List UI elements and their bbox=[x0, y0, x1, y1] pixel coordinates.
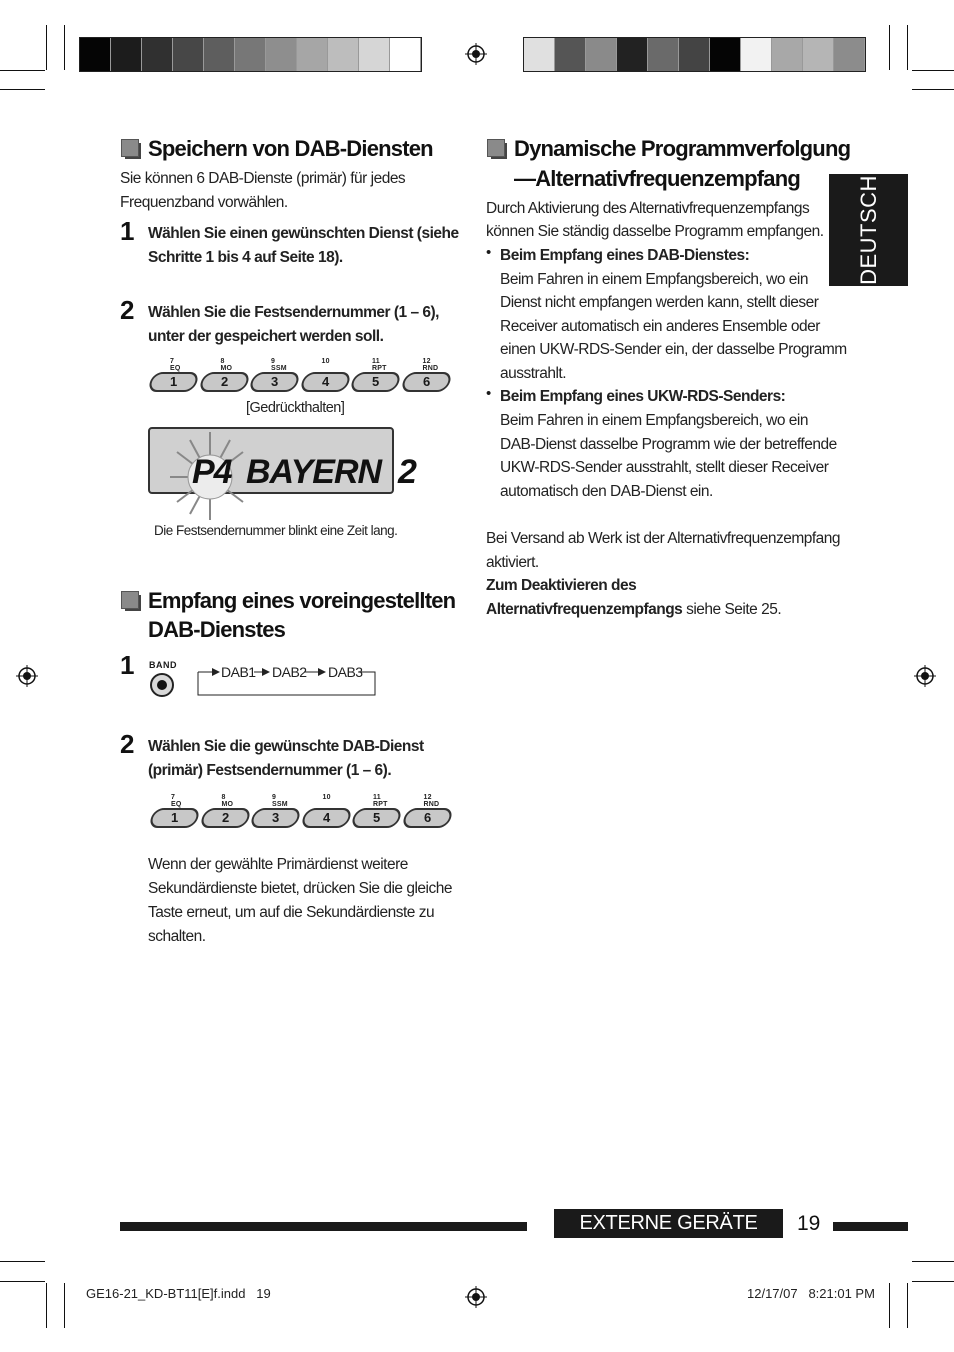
bullet: • bbox=[486, 244, 492, 261]
crop-mark bbox=[912, 1261, 954, 1262]
step-number: 2 bbox=[120, 729, 135, 759]
note-line: Taste erneut, um auf die Sekundärdienste zu bbox=[148, 904, 435, 921]
preset-secondary-label: 8 MO bbox=[221, 794, 234, 808]
step-text: Wählen Sie die gewünschte DAB-Dienst bbox=[148, 738, 424, 755]
display-station-name: BAYERN 2 bbox=[246, 453, 416, 491]
step-text: Wählen Sie einen gewünschten Dienst (siehe bbox=[148, 225, 459, 242]
preset-secondary-label: 12 RND bbox=[423, 794, 440, 808]
preset-secondary-label: 10 bbox=[322, 794, 331, 801]
color-bar-left bbox=[79, 37, 422, 72]
step-text: (primär) Festsendernummer (1 – 6). bbox=[148, 762, 392, 779]
bullet-title: Beim Empfang eines DAB-Dienstes: bbox=[500, 247, 750, 264]
section-square-icon bbox=[121, 139, 139, 157]
print-timestamp: 12/17/07 8:21:01 PM bbox=[747, 1286, 875, 1301]
factory-note: Bei Versand ab Werk ist der Alternativfrequenzempfang bbox=[486, 530, 841, 547]
preset-button-1[interactable] bbox=[148, 808, 201, 828]
band-button-label: BAND bbox=[149, 660, 177, 670]
preset-secondary-label: 11 RPT bbox=[373, 794, 388, 808]
crop-mark bbox=[912, 89, 954, 90]
preset-button-number: 2 bbox=[221, 810, 229, 825]
color-swatch bbox=[204, 38, 235, 71]
preset-button-5[interactable] bbox=[350, 808, 403, 828]
bullet-line: DAB-Dienst dasselbe Programm wie der betreffende bbox=[500, 436, 837, 453]
preset-button-5[interactable] bbox=[349, 372, 402, 392]
crop-mark bbox=[889, 25, 890, 70]
note-line: Sekundärdienste bietet, drücken Sie die gleiche bbox=[148, 880, 452, 897]
footer-section-label: EXTERNE GERÄTE bbox=[579, 1212, 758, 1234]
bullet-line: automatisch den DAB-Dienst ein. bbox=[500, 483, 713, 500]
color-swatch bbox=[772, 38, 803, 71]
section-square-icon bbox=[121, 591, 139, 609]
color-swatch bbox=[359, 38, 390, 71]
registration-mark-icon bbox=[16, 665, 38, 687]
color-swatch bbox=[142, 38, 173, 71]
section-heading-af: —Alternativfrequenzempfang bbox=[514, 166, 801, 191]
registration-mark-icon bbox=[465, 1286, 487, 1308]
step-text: Wählen Sie die Festsendernummer (1 – 6), bbox=[148, 304, 439, 321]
crop-mark bbox=[64, 25, 65, 70]
language-tab-label: DEUTSCH bbox=[855, 175, 881, 285]
preset-button-2[interactable] bbox=[197, 372, 250, 392]
preset-button-1[interactable] bbox=[147, 372, 200, 392]
preset-secondary-label: 10 bbox=[321, 358, 330, 365]
preset-button-number: 5 bbox=[372, 810, 381, 825]
bullet: • bbox=[486, 385, 492, 402]
footer-rule-left bbox=[120, 1222, 527, 1231]
color-swatch bbox=[648, 38, 679, 71]
preset-button-number: 5 bbox=[371, 374, 380, 389]
crop-mark bbox=[0, 1261, 45, 1262]
deactivate-rest: siehe Seite 25. bbox=[682, 601, 782, 618]
preset-button-number: 1 bbox=[170, 810, 179, 825]
preset-secondary-label: 11 RPT bbox=[372, 358, 387, 372]
file-info: GE16-21_KD-BT11[E]f.indd 19 bbox=[86, 1286, 271, 1301]
preset-button-3[interactable] bbox=[248, 372, 301, 392]
preset-secondary-label: 9 SSM bbox=[271, 358, 287, 372]
color-swatch bbox=[834, 38, 865, 71]
bullet-line: UKW-RDS-Sender ausstrahlt, stellt dieser Receiver bbox=[500, 459, 829, 476]
preset-button-number: 2 bbox=[220, 374, 228, 389]
color-swatch bbox=[741, 38, 772, 71]
preset-secondary-label: 9 SSM bbox=[272, 794, 288, 808]
band-button[interactable] bbox=[150, 673, 174, 697]
page-number: 19 bbox=[797, 1212, 821, 1235]
color-swatch bbox=[390, 38, 421, 71]
color-swatch bbox=[173, 38, 204, 71]
preset-secondary-label: 7 EQ bbox=[171, 794, 182, 808]
crop-mark bbox=[64, 1283, 65, 1328]
color-bar-right bbox=[523, 37, 866, 72]
bullet-line: Beim Fahren in einem Empfangsbereich, wo ein bbox=[500, 271, 808, 288]
intro-line: Frequenzband vorwählen. bbox=[120, 194, 288, 211]
preset-button-4[interactable] bbox=[298, 372, 351, 392]
section-heading-receive: Empfang eines voreingestellten bbox=[148, 588, 456, 613]
step-number: 1 bbox=[120, 650, 135, 680]
preset-button-4[interactable] bbox=[299, 808, 352, 828]
color-swatch bbox=[555, 38, 586, 71]
display-preset: P4 bbox=[192, 453, 232, 491]
color-swatch bbox=[524, 38, 555, 71]
bullet-line: Dienst nicht empfangen werden kann, stellt dieser bbox=[500, 294, 819, 311]
preset-secondary-label: 8 MO bbox=[220, 358, 233, 372]
crop-mark bbox=[0, 89, 45, 90]
section-heading-af: Dynamische Programmverfolgung bbox=[514, 136, 851, 161]
color-swatch bbox=[617, 38, 648, 71]
bullet-line: Beim Fahren in einem Empfangsbereich, wo ein bbox=[500, 412, 808, 429]
intro-line: Durch Aktivierung des Alternativfrequenzempfangs bbox=[486, 200, 810, 217]
color-swatch bbox=[235, 38, 266, 71]
intro-line: können Sie ständig dasselbe Programm empfangen. bbox=[486, 223, 824, 240]
preset-secondary-label: 7 EQ bbox=[170, 358, 181, 372]
section-square-icon bbox=[487, 139, 505, 157]
band-cycle-item: DAB1 bbox=[221, 664, 256, 680]
band-cycle-item: DAB3 bbox=[328, 664, 363, 680]
note-line: schalten. bbox=[148, 928, 206, 945]
section-heading-store: Speichern von DAB-Diensten bbox=[148, 136, 433, 161]
bullet-line: einen UKW-RDS-Sender ein, der dasselbe Programm bbox=[500, 341, 847, 358]
crop-mark bbox=[889, 1283, 890, 1328]
preset-button-number: 4 bbox=[322, 810, 330, 825]
preset-button-2[interactable] bbox=[198, 808, 251, 828]
step-text: Schritte 1 bis 4 auf Seite 18). bbox=[148, 249, 343, 266]
bullet-line: Receiver automatisch ein anderes Ensemble oder bbox=[500, 318, 820, 335]
section-heading-receive: DAB-Dienstes bbox=[148, 617, 286, 642]
preset-button-number: 6 bbox=[423, 810, 431, 825]
crop-mark bbox=[907, 1283, 908, 1328]
preset-button-number: 3 bbox=[270, 374, 279, 389]
hold-caption: [Gedrückthalten] bbox=[246, 400, 345, 416]
color-swatch bbox=[803, 38, 834, 71]
color-swatch bbox=[679, 38, 710, 71]
language-tab bbox=[829, 174, 908, 286]
registration-mark-icon bbox=[465, 43, 487, 65]
preset-button-number: 4 bbox=[321, 374, 329, 389]
crop-mark bbox=[46, 25, 47, 70]
step-number: 2 bbox=[120, 295, 135, 325]
preset-button-6[interactable] bbox=[399, 372, 452, 392]
crop-mark bbox=[46, 1283, 47, 1328]
color-swatch bbox=[80, 38, 111, 71]
registration-mark-icon bbox=[914, 665, 936, 687]
color-swatch bbox=[586, 38, 617, 71]
preset-button-6[interactable] bbox=[400, 808, 453, 828]
intro-line: Sie können 6 DAB-Dienste (primär) für jedes bbox=[120, 170, 406, 187]
footer-rule-right bbox=[833, 1222, 908, 1231]
crop-mark bbox=[912, 1281, 954, 1282]
preset-button-3[interactable] bbox=[249, 808, 302, 828]
preset-button-number: 1 bbox=[169, 374, 178, 389]
color-swatch bbox=[297, 38, 328, 71]
crop-mark bbox=[907, 25, 908, 70]
bullet-title: Beim Empfang eines UKW-RDS-Senders: bbox=[500, 388, 786, 405]
note-line: Wenn der gewählte Primärdienst weitere bbox=[148, 856, 408, 873]
display-caption: Die Festsendernummer blinkt eine Zeit lang. bbox=[154, 523, 398, 538]
deactivate-title: Zum Deaktivieren des bbox=[486, 577, 637, 594]
band-button-dot-icon bbox=[157, 680, 167, 690]
color-swatch bbox=[111, 38, 142, 71]
preset-button-number: 3 bbox=[271, 810, 280, 825]
crop-mark bbox=[912, 70, 954, 71]
color-swatch bbox=[266, 38, 297, 71]
crop-mark bbox=[0, 1281, 45, 1282]
color-swatch bbox=[710, 38, 741, 71]
factory-note: aktiviert. bbox=[486, 554, 539, 571]
color-swatch bbox=[328, 38, 359, 71]
deactivate-line bbox=[486, 598, 781, 622]
preset-button-number: 6 bbox=[422, 374, 430, 389]
bullet-line: ausstrahlt. bbox=[500, 365, 567, 382]
preset-secondary-label: 12 RND bbox=[422, 358, 439, 372]
step-text: unter der gespeichert werden soll. bbox=[148, 328, 384, 345]
deactivate-bold: Alternativfrequenzempfangs bbox=[486, 601, 683, 618]
step-number: 1 bbox=[120, 216, 135, 246]
band-cycle-item: DAB2 bbox=[272, 664, 307, 680]
crop-mark bbox=[0, 70, 45, 71]
